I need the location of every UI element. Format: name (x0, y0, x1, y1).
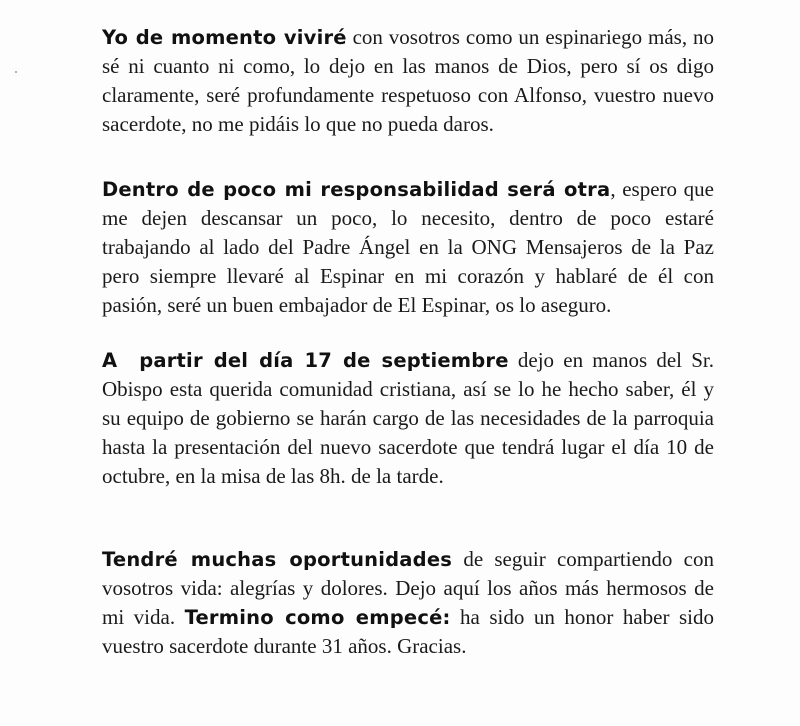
paragraph-lead: Tendré muchas oportunidades (102, 548, 453, 571)
paragraph-momento (102, 23, 714, 139)
paragraph-lead: Yo de momento viviré (102, 26, 347, 49)
paragraph-text: de seguir compartiendo con vosotros vida: alegrías y dolores. Dejo aquí los años más hermosos de mi vida. (102, 547, 714, 629)
paragraph-text: dejo en manos del Sr. Obispo esta querida comunidad cristiana, así se lo he hecho saber, él y su equipo de gobierno se harán cargo de las necesidades de la parroquia hasta la presentación del nuevo sacerdote que tendrá lugar el día 10 de octubre, en la misa de las 8h. de la tarde. (102, 348, 714, 488)
scan-speck (15, 71, 17, 73)
paragraph-lead-closing: Termino como empecé: (184, 606, 451, 629)
paragraph-responsabilidad (102, 175, 714, 320)
paragraph-oportunidades (102, 545, 714, 661)
paragraph-text: , espero que me dejen descansar un poco, lo necesito, dentro de poco estaré trabajando al lado del Padre Ángel en la ONG Mensajeros de la Paz pero siempre llevaré al Espinar en mi corazón y hablaré de él con pasión, seré un buen embajador de El Espinar, os lo aseguro. (102, 177, 714, 317)
paragraph-text-closing: ha sido un honor haber sido vuestro sacerdote durante 31 años. Gracias. (102, 605, 714, 658)
paragraph-text: con vosotros como un espinariego más, no sé ni cuanto ni como, lo dejo en las manos de Dios, pero sí os digo claramente, seré profundamente respetuoso con Alfonso, vuestro nuevo sacerdote, no me pidáis lo que no pueda daros. (102, 25, 714, 136)
paragraph-lead: A partir del día 17 de septiembre (102, 349, 509, 372)
paragraph-lead: Dentro de poco mi responsabilidad será otra (102, 178, 611, 201)
paragraph-septiembre (102, 346, 714, 491)
